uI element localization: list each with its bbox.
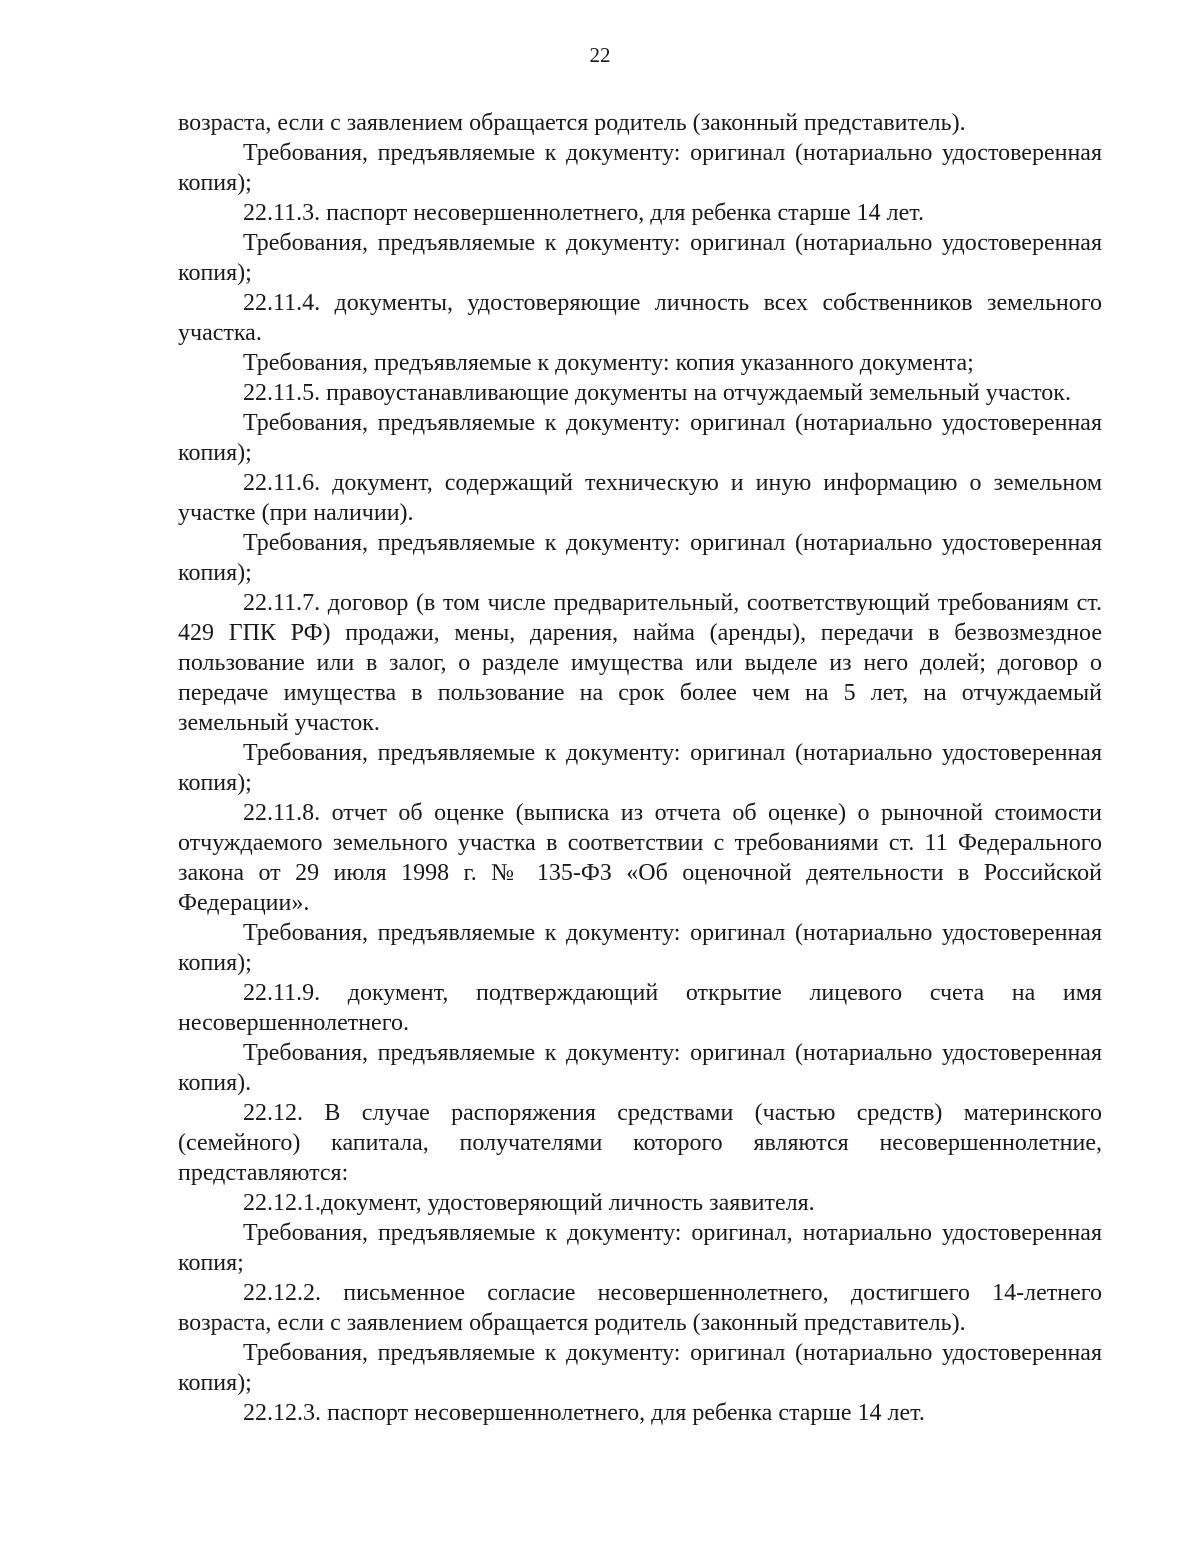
- paragraph-continuation: возраста, если с заявлением обращается родитель (законный представитель).: [178, 110, 966, 136]
- item-22-11-4: 22.11.4. документы, удостоверяющие личность всех собственников земельного участка.: [178, 290, 1102, 346]
- item-22-11-6: 22.11.6. документ, содержащий техническую и иную информацию о земельном участке (при наличии).: [178, 470, 1102, 526]
- requirements-paragraph: Требования, предъявляемые к документу: оригинал (нотариально удостоверенная копия);: [178, 410, 1102, 466]
- item-22-12-2: 22.12.2. письменное согласие несовершеннолетнего, достигшего 14-летнего возраста, если с заявлением обращается родитель (законный представитель).: [178, 1280, 1102, 1336]
- item-22-11-9: 22.11.9. документ, подтверждающий открытие лицевого счета на имя несовершеннолетнего.: [178, 980, 1102, 1036]
- document-body: [178, 108, 1102, 1428]
- requirements-paragraph: Требования, предъявляемые к документу: оригинал (нотариально удостоверенная копия);: [178, 140, 1102, 196]
- requirements-paragraph: Требования, предъявляемые к документу: оригинал (нотариально удостоверенная копия);: [178, 1340, 1102, 1396]
- item-22-11-8: 22.11.8. отчет об оценке (выписка из отчета об оценке) о рыночной стоимости отчуждаемого земельного участка в соответствии с требованиями ст. 11 Федерального закона от 29 июля 1998 г. № 135-ФЗ «Об оценочной деятельности в Российской Федерации».: [178, 800, 1102, 916]
- requirements-paragraph: Требования, предъявляемые к документу: копия указанного документа;: [243, 350, 974, 376]
- item-22-12: 22.12. В случае распоряжения средствами (частью средств) материнского (семейного) капитала, получателями которого являются несовершеннолетние, представляются:: [178, 1100, 1102, 1186]
- requirements-paragraph: Требования, предъявляемые к документу: оригинал (нотариально удостоверенная копия);: [178, 530, 1102, 586]
- requirements-paragraph: Требования, предъявляемые к документу: оригинал (нотариально удостоверенная копия);: [178, 920, 1102, 976]
- item-22-11-5: 22.11.5. правоустанавливающие документы на отчуждаемый земельный участок.: [243, 380, 1071, 406]
- item-22-11-7: 22.11.7. договор (в том числе предварительный, соответствующий требованиям ст. 429 ГПК РФ) продажи, мены, дарения, найма (аренды), передачи в безвозмездное пользование или в залог, о разделе имущества или выделе из него долей; договор о передаче имущества в пользование на срок более чем на 5 лет, на отчуждаемый земельный участок.: [178, 590, 1102, 736]
- item-22-12-1: 22.12.1.документ, удостоверяющий личность заявителя.: [243, 1190, 815, 1216]
- requirements-paragraph: Требования, предъявляемые к документу: оригинал, нотариально удостоверенная копия;: [178, 1220, 1102, 1276]
- requirements-paragraph: Требования, предъявляемые к документу: оригинал (нотариально удостоверенная копия);: [178, 740, 1102, 796]
- requirements-paragraph: Требования, предъявляемые к документу: оригинал (нотариально удостоверенная копия).: [178, 1040, 1102, 1096]
- requirements-paragraph: Требования, предъявляемые к документу: оригинал (нотариально удостоверенная копия);: [178, 230, 1102, 286]
- item-22-11-3: 22.11.3. паспорт несовершеннолетнего, для ребенка старше 14 лет.: [243, 200, 924, 226]
- page-number: 22: [589, 43, 611, 67]
- item-22-12-3: 22.12.3. паспорт несовершеннолетнего, для ребенка старше 14 лет.: [243, 1400, 925, 1426]
